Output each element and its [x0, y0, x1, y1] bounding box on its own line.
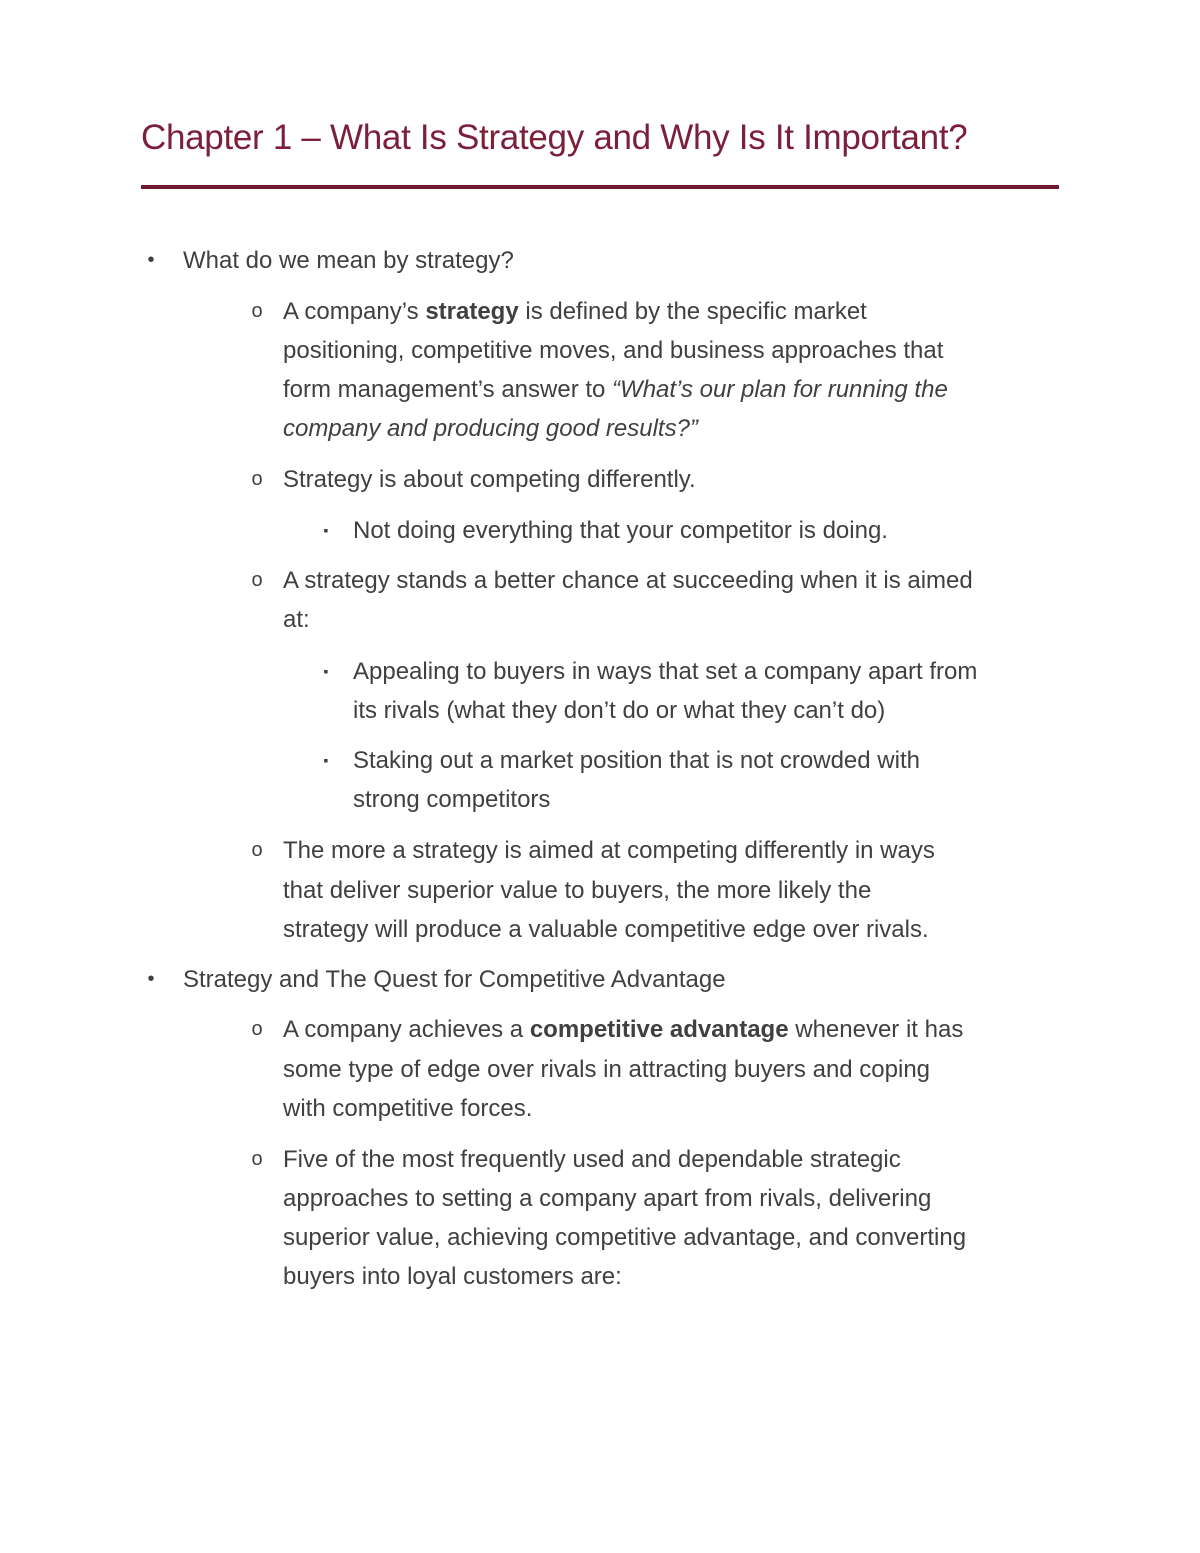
list-item-line: Five of the most frequently used and dependable strategic: [283, 1146, 901, 1173]
sub-list-item-line: Not doing everything that your competitor is doing.: [353, 517, 888, 544]
list-item-line: approaches to setting a company apart from rivals, delivering: [283, 1185, 932, 1212]
sub-list-item-line: Appealing to buyers in ways that set a company apart from: [353, 658, 978, 685]
square-bullet-icon: ▪: [323, 522, 329, 538]
list-item-line: some type of edge over rivals in attracting buyers and coping: [283, 1056, 931, 1083]
list-item-line: A company achieves a competitive advantage whenever it has: [283, 1016, 964, 1043]
section-heading: What do we mean by strategy?: [183, 247, 514, 274]
title-divider: [141, 185, 1059, 189]
list-item-line: The more a strategy is aimed at competing differently in ways: [283, 837, 935, 864]
list-item-line: A strategy stands a better chance at succeeding when it is aimed: [283, 567, 973, 594]
bullet-icon: •: [147, 968, 155, 990]
list-item-line: Strategy is about competing differently.: [283, 466, 696, 493]
sub-list-item-line: strong competitors: [353, 786, 551, 813]
list-item-line: A company’s strategy is defined by the specific market: [283, 298, 867, 325]
italic-quote: “What’s our plan for running the: [612, 376, 948, 403]
section-heading: Strategy and The Quest for Competitive Advantage: [183, 966, 726, 993]
list-item-line: superior value, achieving competitive advantage, and converting: [283, 1224, 967, 1251]
sub-list-item-line: Staking out a market position that is not crowded with: [353, 747, 920, 774]
sub-list-item-line: its rivals (what they don’t do or what they can’t do): [353, 697, 886, 724]
list-item-line: form management’s answer to “What’s our plan for running the: [283, 376, 948, 403]
italic-quote: company and producing good results?”: [283, 415, 698, 442]
sub-bullet-icon: o: [251, 468, 263, 490]
list-item-line: [283, 409, 698, 448]
square-bullet-icon: ▪: [323, 752, 329, 768]
sub-bullet-icon: o: [251, 839, 263, 861]
sub-bullet-icon: o: [251, 1018, 263, 1040]
sub-bullet-icon: o: [251, 569, 263, 591]
list-item-line: buyers into loyal customers are:: [283, 1263, 622, 1290]
sub-bullet-icon: o: [251, 1148, 263, 1170]
square-bullet-icon: ▪: [323, 663, 329, 679]
bold-term: strategy: [425, 298, 519, 325]
list-item-line: at:: [283, 606, 310, 633]
list-item-line: positioning, competitive moves, and business approaches that: [283, 337, 944, 364]
bullet-icon: •: [147, 249, 155, 271]
bold-term: competitive advantage: [529, 1016, 789, 1043]
list-item-line: with competitive forces.: [283, 1095, 533, 1122]
list-item-line: strategy will produce a valuable competitive edge over rivals.: [283, 916, 929, 943]
page-title: Chapter 1 – What Is Strategy and Why Is It Important?: [141, 118, 968, 157]
sub-bullet-icon: o: [251, 300, 263, 322]
list-item-line: that deliver superior value to buyers, the more likely the: [283, 877, 872, 904]
